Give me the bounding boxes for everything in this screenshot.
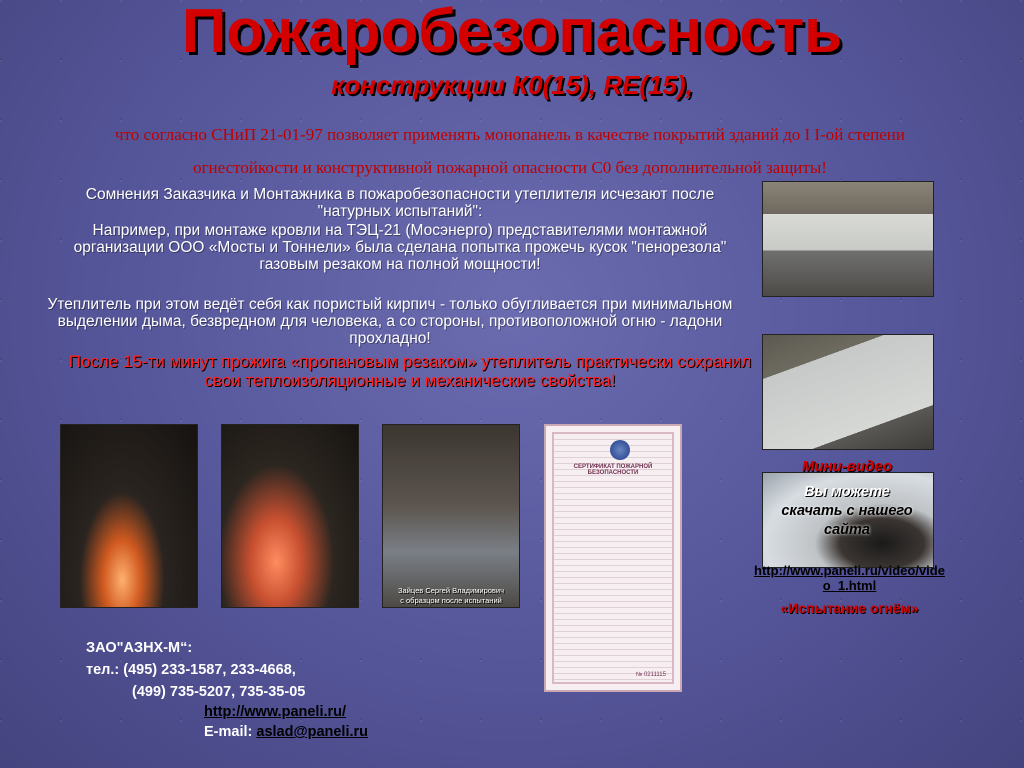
company-name: ЗАО"АЗНХ-М“: [86,640,193,656]
worker-photo-caption: Зайцев Сергей Владимирович с образцом после испытаний [398,586,504,605]
worker-with-sample-photo [382,424,520,608]
email-link[interactable]: aslad@paneli.ru [256,724,369,740]
video-label: «Испытание огнём» [780,600,919,616]
phone-line-1: тел.: (495) 233-1587, 233-4668, [86,662,296,678]
page-title: Пожаробезопасность [181,0,843,66]
phone-line-2: (499) 735-5207, 735-35-05 [132,684,306,700]
mini-video-title: Мини-видео [801,458,893,475]
page-subtitle: конструкции К0(15), RE(15), [331,70,693,100]
paragraph-behavior: Утеплитель при этом ведёт себя как пористый кирпич - только обугливается при минимальном выделении дыма, безвредном для человека, а со стороны, противоположной огню - ладони прохладно! [47,296,733,347]
certificate-border [552,432,674,684]
fire-test-photo-1 [60,424,198,608]
video-link[interactable]: http://www.paneli.ru/video/video_1.html [754,563,945,593]
paragraph-doubts: Сомнения Заказчика и Монтажника в пожаробезопасности утеплителя исчезают после "натурных испытаний": [85,186,715,220]
snip-statement: что согласно СНиП 21-01-97 позволяет применять монопанель в качестве покрытий зданий до I I-ой степени огнестойкости и конструктивной пожарной опасности С0 без дополнительной защиты! [115,125,905,177]
paragraph-result: После 15-ти минут прожига «пропановым резаком» утеплитель практически сохранил свои теплоизоляционные и механические свойства! [68,352,752,390]
email-line: E-mail: aslad@paneli.ru [204,724,369,740]
certificate-emblem-icon [610,440,630,460]
roof-installation-photo [762,181,934,297]
mini-video-text: Вы можете скачать с нашего сайта [781,484,913,538]
roof-panels-photo [762,334,934,450]
website-link[interactable]: http://www.paneli.ru/ [204,704,347,720]
certificate-number: № 0211115 [635,672,666,678]
fire-safety-certificate-image [544,424,682,692]
certificate-title: СЕРТИФИКАТ ПОЖАРНОЙ БЕЗОПАСНОСТИ [573,464,653,476]
fire-test-photo-2 [221,424,359,608]
paragraph-example: Например, при монтаже кровли на ТЭЦ-21 (Мосэнерго) представителями монтажной организации ООО «Мосты и Тоннели» была сделана попытка прожечь кусок "пенорезола" газовым резаком на полной мощности! [73,222,727,273]
